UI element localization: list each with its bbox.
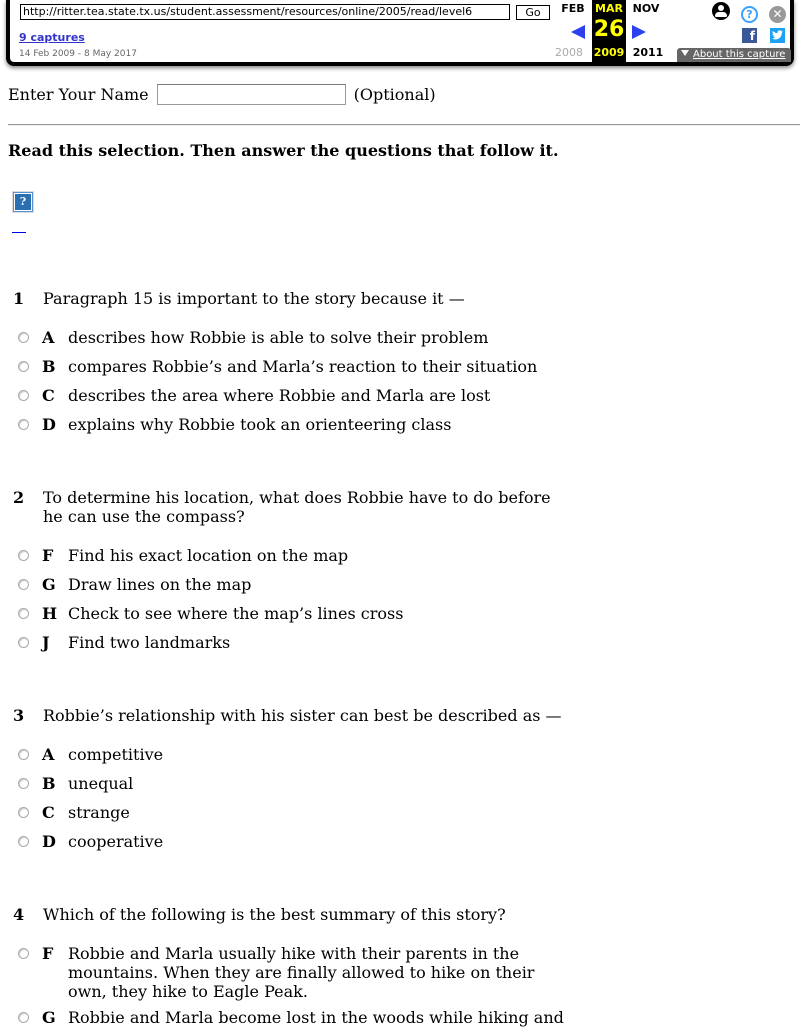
choice-letter: C	[42, 803, 55, 822]
radio-button[interactable]	[18, 637, 29, 648]
choice-text: Robbie and Marla become lost in the woods while hiking and	[68, 1008, 564, 1027]
question-4	[0, 905, 580, 1027]
choice-text: describes how Robbie is able to solve their problem	[68, 328, 489, 347]
twitter-icon[interactable]	[770, 28, 785, 43]
twitter-bird-icon	[772, 30, 783, 40]
radio-button[interactable]	[18, 948, 29, 959]
radio-button[interactable]	[18, 836, 29, 847]
question-1	[0, 289, 580, 434]
radio-button[interactable]	[18, 778, 29, 789]
radio-button[interactable]	[18, 807, 29, 818]
about-capture-label: About this capture	[693, 49, 786, 60]
close-icon[interactable]: ✕	[769, 6, 786, 23]
choice-text: compares Robbie’s and Marla’s reaction to their situation	[68, 357, 538, 376]
current-month: MAR	[592, 0, 626, 62]
choice-text: competitive	[68, 745, 164, 764]
wayback-url-input[interactable]: http://ritter.tea.state.tx.us/student.assessment/resources/online/2005/read/level6	[20, 4, 510, 20]
about-capture-button[interactable]	[677, 48, 791, 62]
user-account-icon[interactable]	[712, 2, 730, 20]
choice-letter: B	[42, 357, 56, 376]
choice-letter: A	[42, 745, 55, 764]
next-month-link[interactable]: NOV	[632, 2, 660, 15]
answer-choice[interactable]	[0, 832, 580, 851]
current-day: 26	[593, 17, 625, 42]
choice-text: cooperative	[68, 832, 164, 851]
question-number: 4	[13, 905, 25, 924]
choice-letter: B	[42, 774, 56, 793]
answer-choice[interactable]	[0, 774, 580, 793]
radio-button[interactable]	[18, 608, 29, 619]
question-text: Paragraph 15 is important to the story because it —	[43, 289, 465, 308]
choice-text: strange	[68, 803, 130, 822]
answer-choice[interactable]	[0, 803, 580, 822]
wayback-go-button[interactable]: Go	[516, 5, 550, 20]
choice-letter: C	[42, 386, 55, 405]
captures-link[interactable]: 9 captures	[19, 31, 85, 44]
question-number: 2	[13, 488, 25, 507]
question-stem	[0, 488, 580, 526]
choice-letter: A	[42, 328, 55, 347]
instruction-heading: Read this selection. Then answer the questions that follow it.	[8, 141, 559, 160]
answer-choice[interactable]	[0, 745, 580, 764]
capture-date-range: 14 Feb 2009 - 8 May 2017	[19, 49, 137, 59]
question-3	[0, 706, 580, 851]
question-stem	[0, 706, 580, 725]
name-label: Enter Your Name	[8, 85, 149, 104]
current-year: 2009	[593, 46, 625, 59]
radio-button[interactable]	[18, 390, 29, 401]
choice-letter: D	[42, 415, 56, 434]
answer-choice[interactable]	[0, 328, 580, 347]
question-text: Which of the following is the best summary of this story?	[43, 905, 506, 924]
question-text: Robbie’s relationship with his sister can best be described as —	[43, 706, 562, 725]
answer-choice[interactable]	[0, 386, 580, 405]
wayback-toolbar	[6, 0, 794, 66]
radio-button[interactable]	[18, 579, 29, 590]
radio-button[interactable]	[18, 332, 29, 343]
choice-text: Check to see where the map’s lines cross	[68, 604, 404, 623]
radio-button[interactable]	[18, 550, 29, 561]
choice-text: describes the area where Robbie and Marla are lost	[68, 386, 491, 405]
empty-link[interactable]	[12, 232, 26, 233]
radio-button[interactable]	[18, 1012, 29, 1023]
answer-choice[interactable]	[0, 575, 580, 594]
choice-letter: F	[42, 944, 54, 963]
question-number: 3	[13, 706, 25, 725]
choice-text: Robbie and Marla usually hike with their parents in the mountains. When they are finally allowed to hike on their own, they hike to Eagle Peak.	[68, 944, 535, 1001]
radio-button[interactable]	[18, 749, 29, 760]
selection-help-button[interactable]	[12, 191, 34, 213]
prev-month-link[interactable]: FEB	[561, 2, 585, 15]
question-text: To determine his location, what does Robbie have to do before he can use the compass?	[43, 488, 551, 526]
name-input[interactable]	[157, 84, 346, 105]
choice-text: unequal	[68, 774, 134, 793]
choice-letter: F	[42, 546, 54, 565]
question-stem	[0, 289, 580, 308]
next-year-link[interactable]: 2011	[632, 46, 664, 59]
question-2	[0, 488, 580, 652]
answer-choice[interactable]	[0, 415, 580, 434]
choice-text: Find his exact location on the map	[68, 546, 349, 565]
choice-letter: G	[42, 575, 56, 594]
answer-choice[interactable]	[0, 1008, 580, 1027]
divider	[8, 124, 800, 126]
radio-button[interactable]	[18, 361, 29, 372]
choice-letter: G	[42, 1008, 56, 1027]
facebook-icon[interactable]: f	[742, 28, 757, 43]
next-capture-arrow-icon[interactable]	[632, 25, 646, 39]
choice-letter: H	[42, 604, 58, 623]
choice-text: Draw lines on the map	[68, 575, 252, 594]
dropdown-triangle-icon	[681, 50, 689, 56]
name-row	[8, 84, 436, 105]
answer-choice[interactable]	[0, 604, 580, 623]
question-stem	[0, 905, 580, 924]
question-mark-icon: ?	[14, 193, 32, 211]
optional-label: (Optional)	[353, 85, 436, 104]
answer-choice[interactable]	[0, 357, 580, 376]
answer-choice[interactable]	[0, 633, 580, 652]
choice-letter: D	[42, 832, 56, 851]
answer-choice[interactable]	[0, 546, 580, 565]
choice-text: explains why Robbie took an orienteering class	[68, 415, 452, 434]
prev-year: 2008	[555, 46, 583, 59]
choice-letter: J	[42, 633, 50, 652]
question-number: 1	[13, 289, 25, 308]
prev-capture-arrow-icon[interactable]	[571, 25, 585, 39]
choice-text: Find two landmarks	[68, 633, 231, 652]
help-icon[interactable]: ?	[741, 6, 758, 23]
radio-button[interactable]	[18, 419, 29, 430]
answer-choice[interactable]	[0, 944, 580, 1001]
